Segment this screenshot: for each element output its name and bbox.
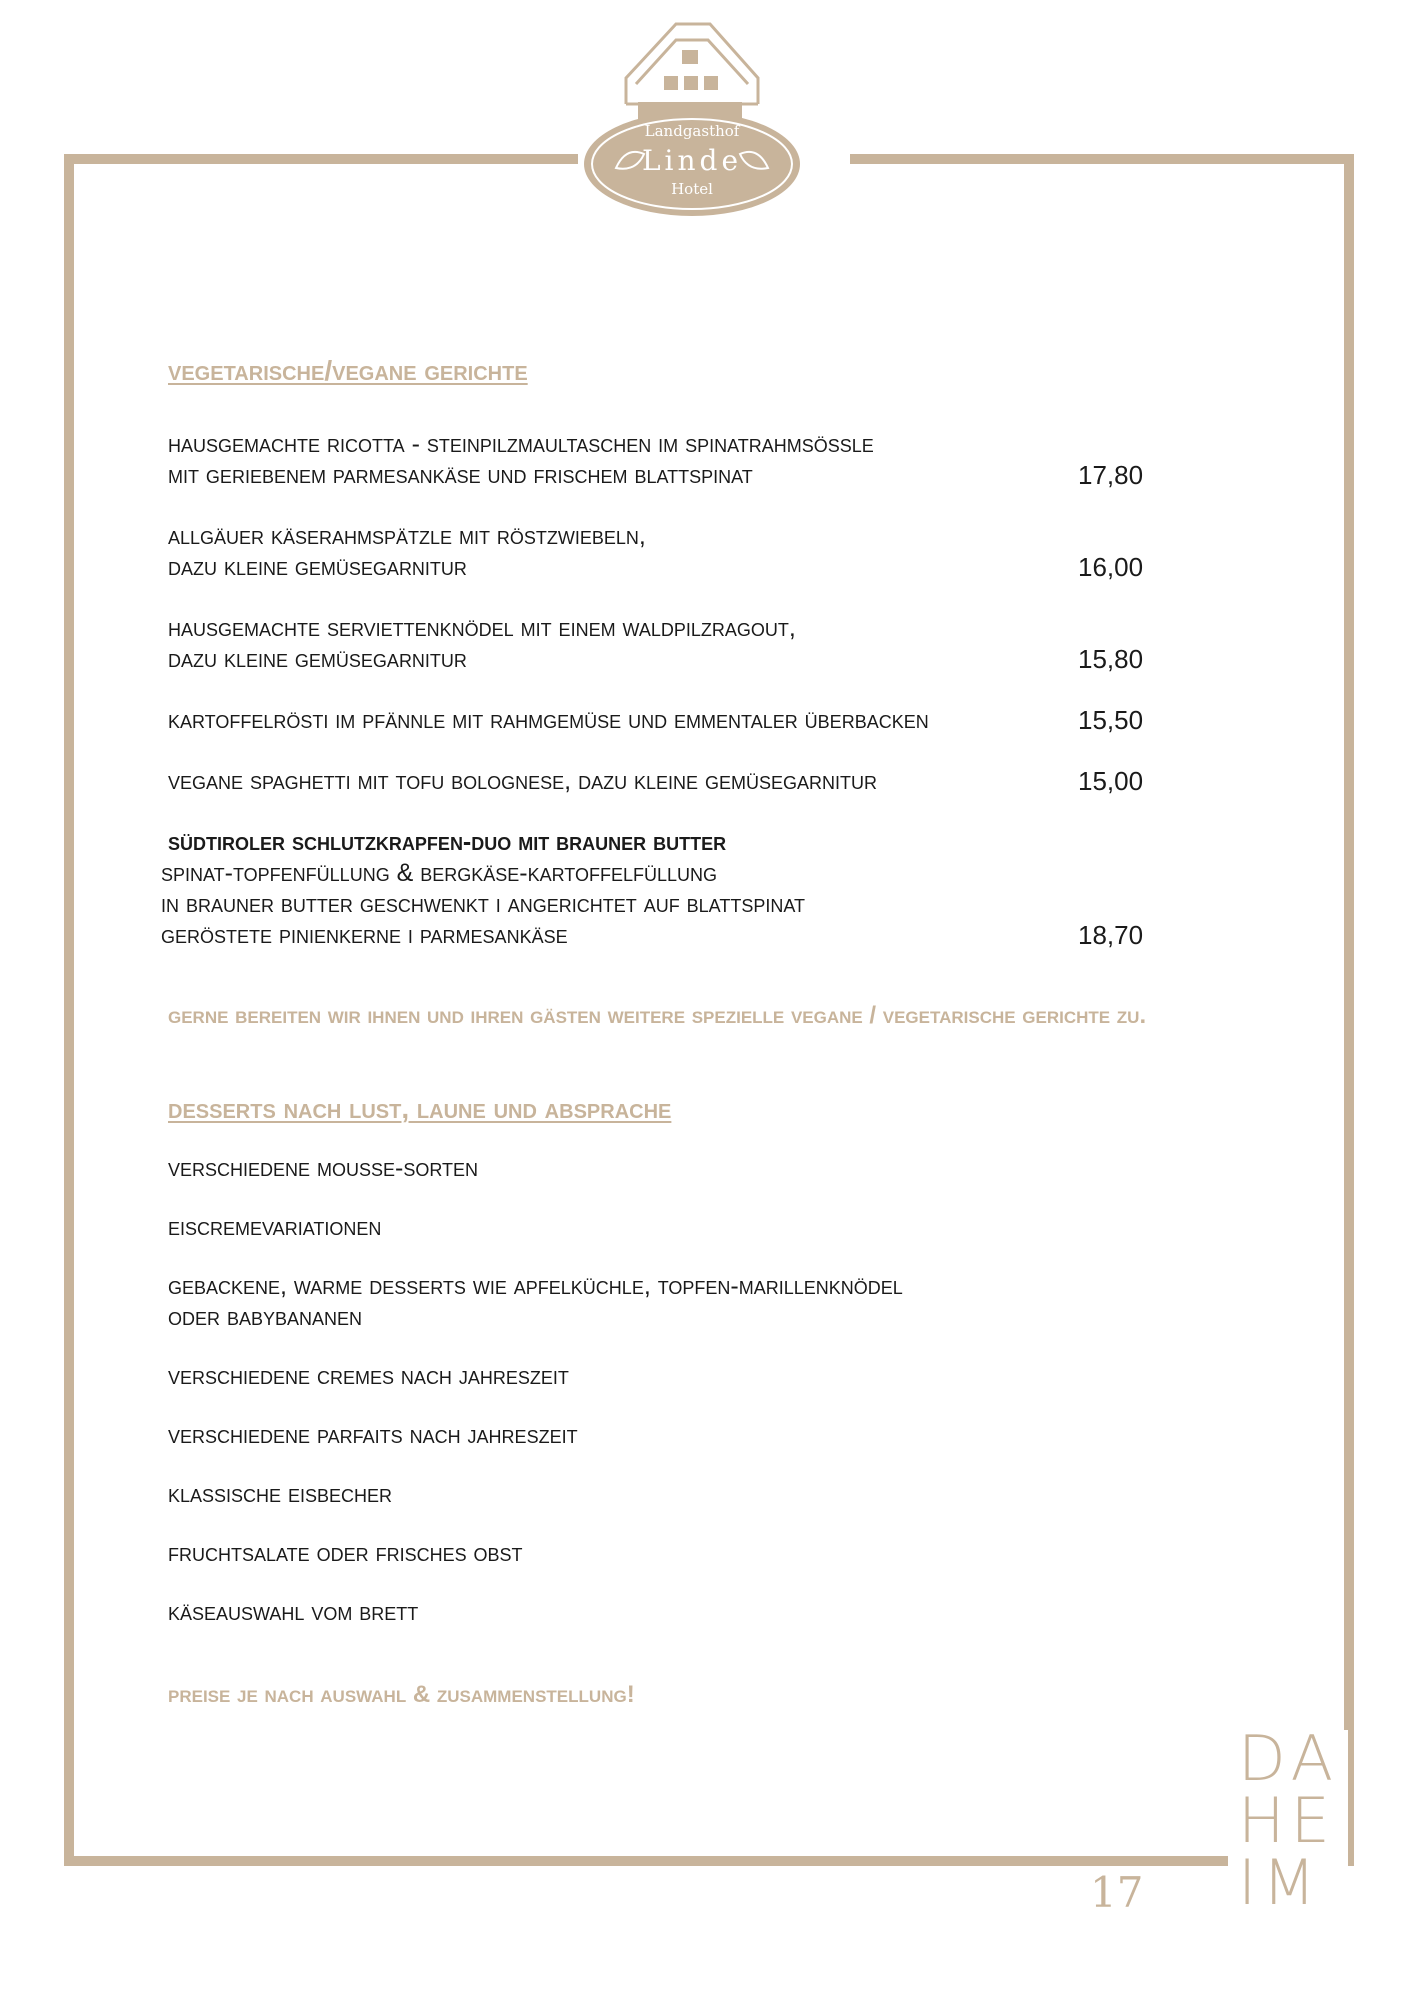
dish-item — [168, 766, 1208, 797]
special-dish-item — [161, 827, 1208, 951]
dish-price: 15,80 — [1078, 644, 1144, 674]
dish-line: allgäuer käserahmspätzle mit röstzwiebeln, — [168, 522, 646, 550]
dish-line: hausgemachte ricotta - steinpilzmaultaschen im spinatrahmsößle — [168, 430, 874, 458]
dessert-line: käseauswahl vom brett — [168, 1598, 419, 1626]
dish-price: 17,80 — [1078, 460, 1144, 490]
dish-line: spinat-topfenfüllung & bergkäse-kartoffelfüllung — [161, 859, 717, 887]
daheim-brand-mark — [1238, 1722, 1340, 1919]
brand-line: IM — [1238, 1846, 1322, 1919]
dessert-line: oder babybananen — [168, 1303, 362, 1331]
dish-line: geröstete pinienkerne i parmesankäse — [161, 921, 568, 949]
dish-price: 16,00 — [1078, 552, 1144, 582]
brand-line: DA — [1238, 1722, 1340, 1795]
dessert-line: eiscremevariationen — [168, 1213, 382, 1241]
dessert-line: verschiedene mousse-sorten — [168, 1154, 478, 1182]
logo-line-1: Landgasthof — [644, 122, 740, 140]
dessert-line: klassische eisbecher — [168, 1480, 393, 1508]
dish-line: hausgemachte serviettenknödel mit einem waldpilzragout, — [168, 614, 796, 642]
dessert-line: verschiedene parfaits nach jahreszeit — [168, 1421, 578, 1449]
dish-item — [168, 429, 1208, 491]
dessert-item — [168, 1271, 1208, 1333]
landgasthof-linde-logo — [580, 18, 840, 223]
dish-item — [168, 521, 1208, 583]
dish-item — [168, 705, 1208, 736]
logo-line-2: Linde — [641, 144, 743, 177]
dessert-item — [168, 1597, 1208, 1628]
dish-line: dazu kleine gemüsegarnitur — [168, 553, 467, 581]
dish-line: dazu kleine gemüsegarnitur — [168, 645, 467, 673]
desserts-note: preise je nach auswahl & zusammenstellung! — [168, 1681, 635, 1708]
menu-content — [161, 355, 1208, 1710]
dessert-item — [168, 1153, 1208, 1184]
dessert-item — [168, 1538, 1208, 1569]
dish-item — [168, 613, 1208, 675]
logo-line-3: Hotel — [671, 180, 713, 198]
vegetarian-section-heading: vegetarische/vegane gerichte — [168, 355, 528, 386]
dessert-line: verschiedene cremes nach jahreszeit — [168, 1362, 569, 1390]
dish-price: 18,70 — [1078, 920, 1144, 950]
dish-line: mit geriebenem parmesankäse und frischem blattspinat — [168, 461, 753, 489]
dish-price: 15,00 — [1078, 766, 1144, 796]
dessert-line: gebackene, warme desserts wie apfelküchle, topfen-marillenknödel — [168, 1272, 903, 1300]
brand-line: HE — [1238, 1784, 1336, 1857]
dish-line: in brauner butter geschwenkt i angerichtet auf blattspinat — [161, 890, 806, 918]
dessert-item — [168, 1479, 1208, 1510]
special-dish-title: südtiroler schlutzkrapfen-duo mit brauner butter — [168, 828, 727, 856]
dish-line: vegane spaghetti mit tofu bolognese, dazu kleine gemüsegarnitur — [168, 767, 877, 795]
dessert-item — [168, 1212, 1208, 1243]
dessert-line: fruchtsalate oder frisches obst — [168, 1539, 523, 1567]
vegetarian-note: gerne bereiten wir ihnen und ihren gästen weitere spezielle vegane / vegetarische gerichte zu. — [168, 1002, 1147, 1029]
desserts-section-heading: desserts nach lust, laune und absprache — [168, 1093, 672, 1124]
dessert-item — [168, 1420, 1208, 1451]
dessert-item — [168, 1361, 1208, 1392]
page-number: 17 — [1090, 1868, 1144, 1917]
dish-line: kartoffelrösti im pfännle mit rahmgemüse und emmentaler überbacken — [168, 706, 929, 734]
dish-price: 15,50 — [1078, 705, 1144, 735]
